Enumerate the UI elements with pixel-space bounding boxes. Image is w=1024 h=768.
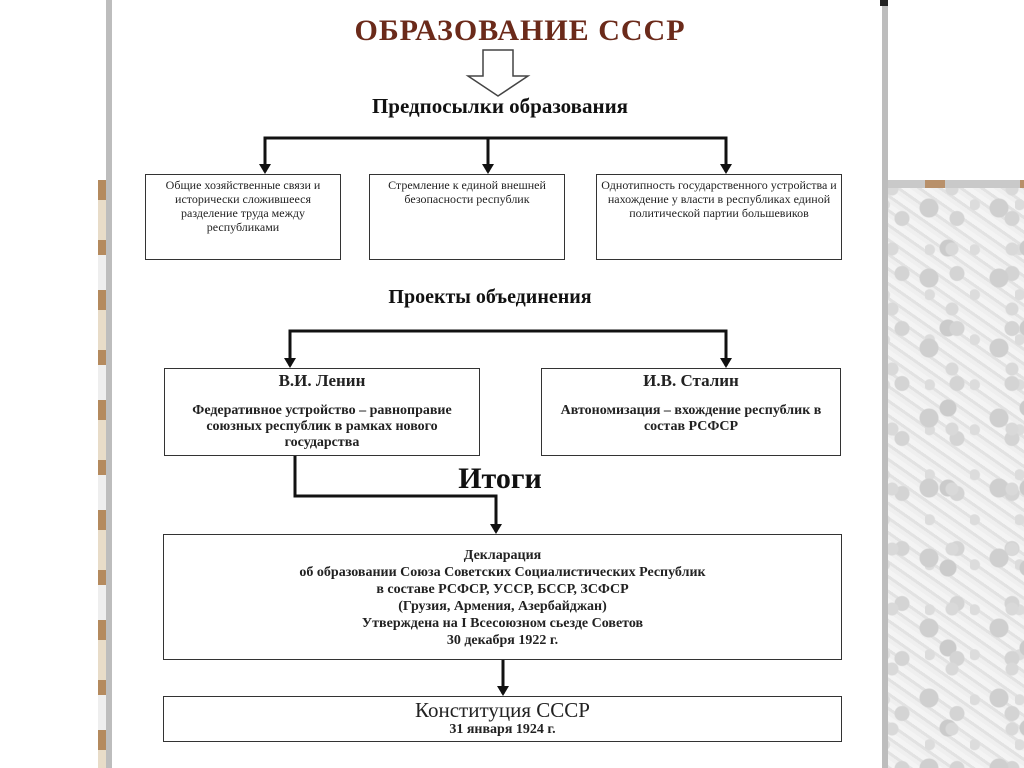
declaration-line-6: 30 декабря 1922 г. [446, 633, 559, 648]
results-heading: Итоги [458, 462, 542, 495]
declaration-line-2: об образовании Союза Советских Социалистических Республик [299, 565, 706, 580]
constitution-title: Конституция СССР [415, 698, 590, 722]
constitution-box [163, 696, 842, 742]
diagram-title: ОБРАЗОВАНИЕ СССР [354, 14, 686, 47]
declaration-line-5: Утверждена на I Всесоюзном сьезде Советов [361, 616, 644, 631]
prereq-box-economic: Общие хозяйственные связи и исторически сложившееся разделение труда между республиками [145, 174, 341, 260]
prereq-box-security: Стремление к единой внешней безопасности республик [369, 174, 565, 260]
lenin-text: Федеративное устройство – равноправие союзных республик в рамках нового государства [192, 403, 452, 450]
projects-heading: Проекты объединения [388, 286, 592, 308]
stalin-text: Автономизация – вхождение республик в состав РСФСР [560, 403, 822, 434]
stalin-box [541, 368, 841, 456]
projects-connector [290, 331, 726, 366]
constitution-date: 31 января 1924 г. [449, 722, 556, 737]
hollow-arrow-icon [468, 50, 528, 96]
prereq-heading: Предпосылки образования [371, 94, 629, 118]
declaration-box [163, 534, 842, 660]
stalin-name: И.В. Сталин [643, 371, 739, 390]
prereq-box-party: Однотипность государственного устройства и нахождение у власти в республиках единой политической партии большевиков [596, 174, 842, 260]
prereq-connector [265, 138, 726, 172]
declaration-line-3: в составе РСФСР, УССР, БССР, ЗСФСР [376, 582, 629, 597]
lenin-box [164, 368, 480, 456]
declaration-line-1: Декларация [463, 548, 542, 563]
lenin-name: В.И. Ленин [278, 371, 366, 390]
declaration-line-4: (Грузия, Армения, Азербайджан) [398, 599, 607, 614]
